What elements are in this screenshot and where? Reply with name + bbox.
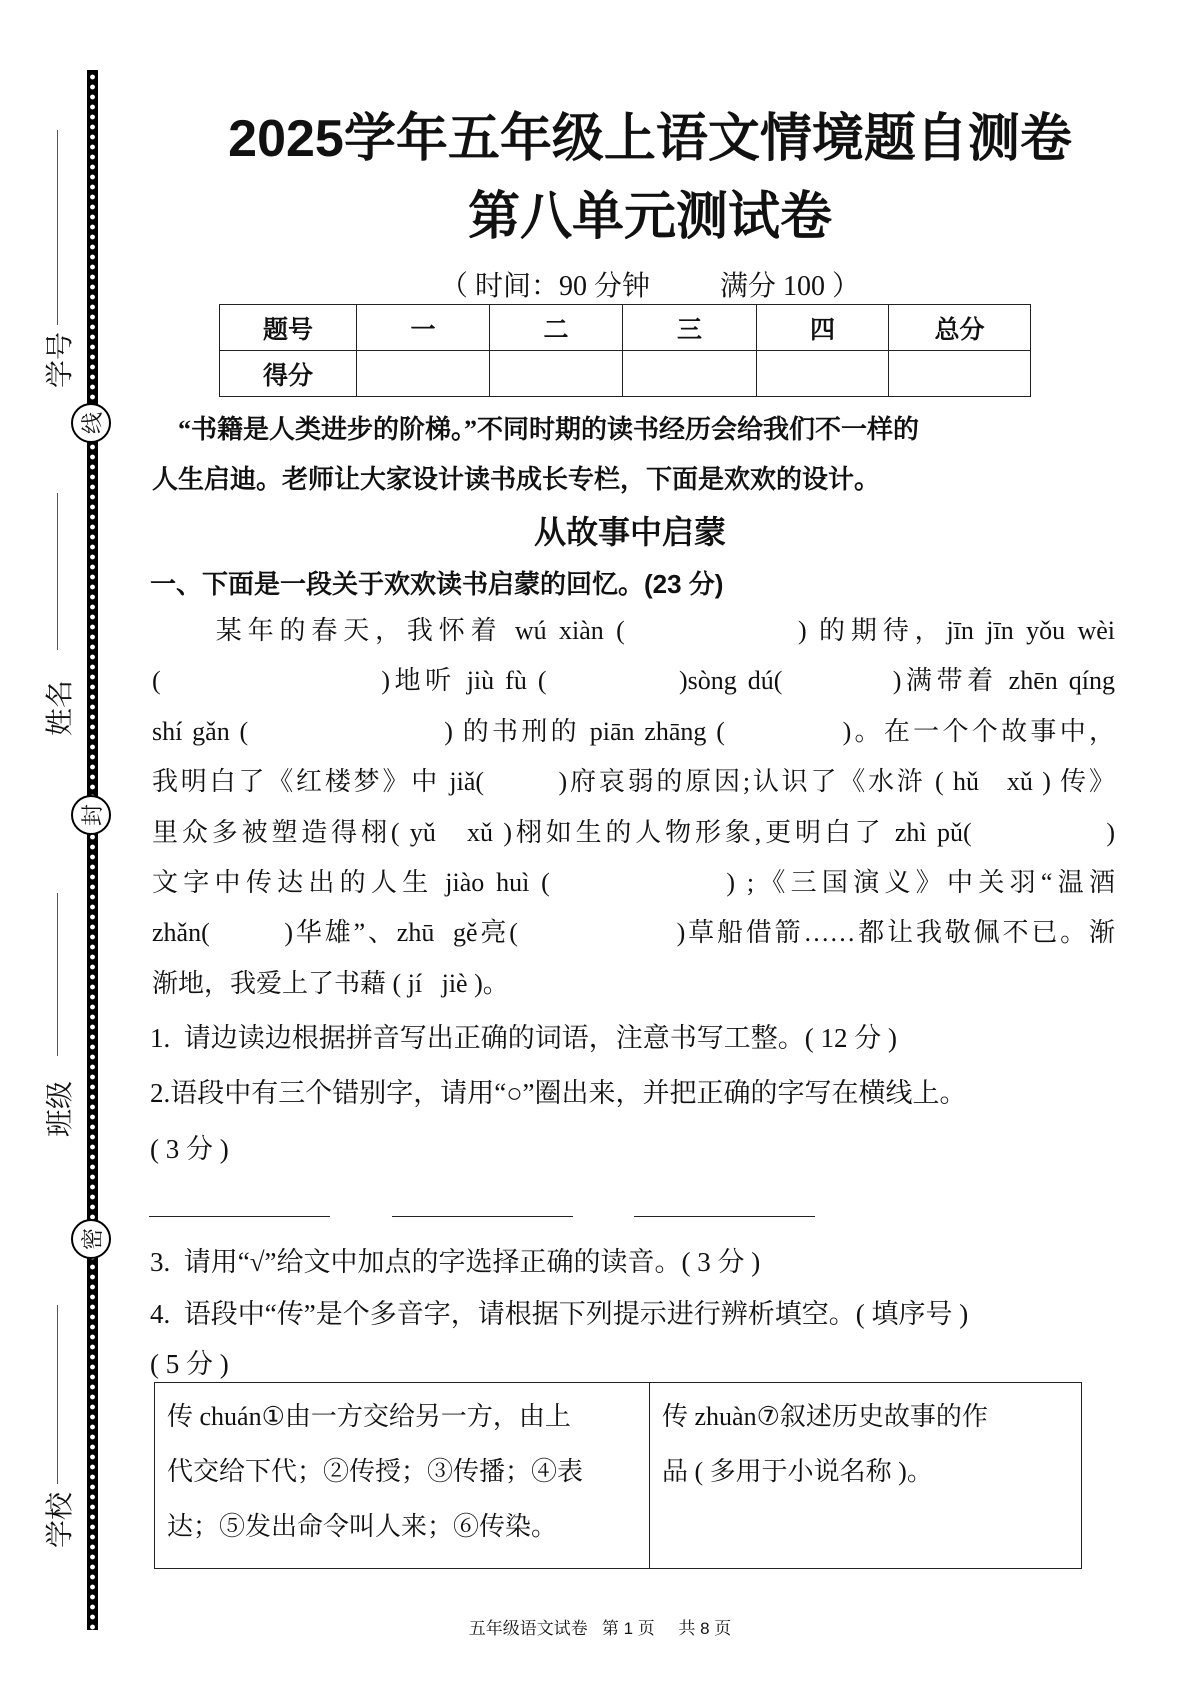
score-cell[interactable] bbox=[357, 351, 490, 397]
passage-line: 里众多被塑造得栩( yǔ xǔ )栩如生的人物形象,更明白了 zhì pǔ( ) bbox=[152, 817, 1115, 847]
answer-blank[interactable] bbox=[392, 1216, 573, 1217]
score-cell[interactable] bbox=[889, 351, 1031, 397]
score-table-score-row bbox=[220, 351, 1031, 397]
exam-title: 2025学年五年级上语文情境题自测卷 bbox=[228, 110, 1072, 168]
score-cell[interactable] bbox=[623, 351, 757, 397]
definition-line: 代交给下代；②传授；③传播；④表 bbox=[167, 1457, 584, 1486]
passage-line: shí gǎn ( ) 的书刑的 piān zhāng ( )。在一个个故事中， bbox=[152, 716, 1115, 746]
question-2: 2.语段中有三个错别字，请用“○”圈出来，并把正确的字写在横线上。 bbox=[150, 1078, 967, 1108]
class-line bbox=[57, 893, 58, 1056]
school-line bbox=[57, 1305, 58, 1484]
header-cell: 三 bbox=[623, 305, 757, 351]
definition-chuan bbox=[155, 1383, 650, 1568]
time-info: （ 时间：90 分钟 满分 100 ） bbox=[439, 271, 860, 302]
label-class: 班级 bbox=[45, 1080, 77, 1138]
intro-paragraph bbox=[152, 405, 1115, 505]
passage bbox=[152, 606, 1115, 1009]
score-cell[interactable] bbox=[490, 351, 623, 397]
header-cell: 四 bbox=[757, 305, 889, 351]
header-cell: 二 bbox=[490, 305, 623, 351]
definition-line: 达；⑤发出命令叫人来；⑥传染。 bbox=[167, 1512, 558, 1541]
section-title: 从故事中启蒙 bbox=[533, 514, 726, 550]
score-table-header-row bbox=[220, 305, 1031, 351]
question-3: 3. 请用“√”给文中加点的字选择正确的读音。( 3 分 ) bbox=[150, 1247, 761, 1277]
seal-xian: 线 bbox=[71, 403, 111, 443]
passage-line: 渐地，我爱上了书藉 ( jí jiè )。 bbox=[152, 968, 509, 998]
exam-subtitle: 第八单元测试卷 bbox=[467, 188, 832, 246]
definition-zhuan bbox=[650, 1383, 1081, 1568]
passage-line: 文字中传达出的人生 jiào huì ( ) ;《三国演义》中关羽“温酒 bbox=[152, 867, 1115, 897]
definition-line: 传 zhuàn⑦叙述历史故事的作 bbox=[662, 1402, 988, 1431]
name-line bbox=[57, 493, 58, 650]
question-4-points: ( 5 分 ) bbox=[150, 1349, 229, 1379]
definition-box bbox=[154, 1382, 1082, 1569]
score-cell[interactable] bbox=[757, 351, 889, 397]
passage-line: 我明白了《红楼梦》中 jiǎ( )府哀弱的原因;认识了《水浒 ( hǔ xǔ ) 传》 bbox=[152, 767, 1115, 797]
passage-line: 某年的春天，我怀着 wú xiàn ( ) 的期待，jīn jīn yǒu wèi bbox=[152, 616, 1115, 645]
row-label: 得分 bbox=[220, 351, 357, 397]
header-cell: 一 bbox=[357, 305, 490, 351]
binding-strip bbox=[87, 70, 98, 1630]
part1-heading: 一、下面是一段关于欢欢读书启蒙的回忆。(23 分) bbox=[150, 569, 724, 599]
header-cell: 总分 bbox=[889, 305, 1031, 351]
label-school: 学校 bbox=[45, 1491, 77, 1549]
question-4: 4. 语段中“传”是个多音字，请根据下列提示进行辨析填空。( 填序号 ) bbox=[150, 1299, 969, 1329]
label-name: 姓名 bbox=[45, 679, 77, 737]
header-cell: 题号 bbox=[220, 305, 357, 351]
answer-blank[interactable] bbox=[634, 1216, 815, 1217]
question-2-points: ( 3 分 ) bbox=[150, 1134, 229, 1164]
definition-line: 品 ( 多用于小说名称 )。 bbox=[662, 1457, 933, 1486]
question-1: 1. 请边读边根据拼音写出正确的词语，注意书写工整。( 12 分 ) bbox=[150, 1023, 897, 1053]
definition-line: 传 chuán①由一方交给另一方，由上 bbox=[167, 1402, 571, 1431]
passage-line: zhǎn( )华雄”、zhū gě亮( )草船借箭……都让我敬佩不已。渐 bbox=[152, 918, 1115, 948]
page-footer: 五年级语文试卷 第 1 页 共 8 页 bbox=[468, 1619, 732, 1638]
score-table bbox=[219, 304, 1031, 397]
seal-mi: 密 bbox=[71, 1219, 111, 1259]
student-id-line bbox=[57, 130, 58, 325]
seal-feng: 封 bbox=[71, 795, 111, 835]
label-student-id: 学号 bbox=[45, 331, 77, 389]
intro-line: “书籍是人类进步的阶梯。”不同时期的读书经历会给我们不一样的 bbox=[152, 415, 920, 444]
passage-line: ( )地听 jiù fù ( )sòng dú( )满带着 zhēn qíng bbox=[152, 666, 1115, 696]
intro-line: 人生启迪。老师让大家设计读书成长专栏，下面是欢欢的设计。 bbox=[152, 465, 881, 494]
answer-blank[interactable] bbox=[149, 1216, 330, 1217]
